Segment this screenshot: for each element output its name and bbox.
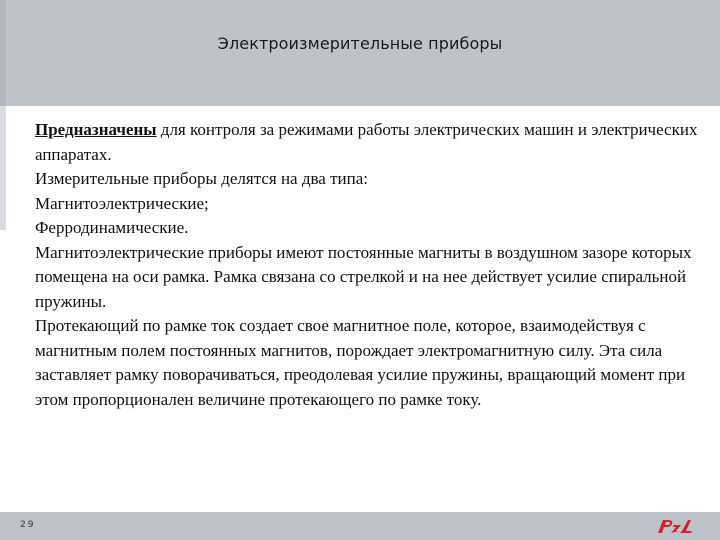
footer-band: [0, 512, 720, 540]
slide-body: [35, 118, 700, 412]
type-item-ferrodynamic: Ферродинамические.: [35, 218, 189, 237]
header-band-edge: [0, 0, 6, 106]
page-number: 29: [20, 520, 36, 530]
header-band: [0, 0, 720, 106]
type-item-magnetoelectric: Магнитоэлектрические;: [35, 193, 209, 213]
intro-lead: Предназначены: [35, 120, 157, 139]
rzd-logo-icon: [655, 516, 695, 536]
intro-paragraph: [35, 118, 700, 167]
slide-title: Электроизмерительные приборы: [217, 34, 503, 53]
intro-rest: для контроля за режимами работы электрических машин и электрических аппаратах.: [35, 120, 698, 164]
magnetoelectric-description: Магнитоэлектрические приборы имеют постоянные магниты в воздушном зазоре которых помещена на оси рамка. Рамка связана со стрелкой и на нее действует усилие спиральной пружины.: [35, 242, 692, 311]
types-intro-paragraph: Измерительные приборы делятся на два типа:: [35, 169, 368, 188]
side-strip: [0, 106, 6, 230]
operation-description: Протекающий по рамке ток создает свое магнитное поле, которое, взаимодействуя с магнитным полем постоянных магнитов, порождает электромагнитную силу. Эта сила заставляет рамку поворачиваться, преодолевая усилие пружины, вращающий момент при этом пропорционален величине протекающего по рамке току.: [35, 316, 686, 409]
